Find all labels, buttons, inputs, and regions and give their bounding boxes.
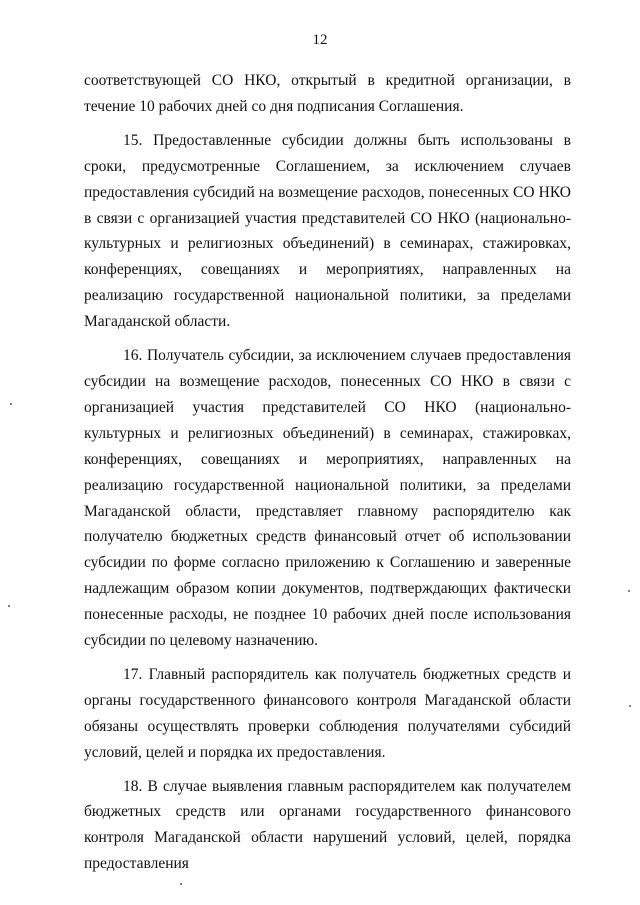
paragraph-17: 17. Главный распорядитель как получатель бюджетных средств и органы государственного финансового контроля Магаданской области обязаны осуществлять проверки соблюдения получателями субсидий условий, целей и порядка их предоставления. bbox=[84, 665, 571, 761]
paragraph-15: 15. Предоставленные субсидии должны быть использованы в сроки, предусмотренные Соглашением, за исключением случаев предоставления субсидий на возмещение расходов, понесенных СО НКО в связи с организацией участия представителей СО НКО (национально-культурных и религиозных объединений) в семинарах, стажировках, конференциях, совещаниях и мероприятиях, направленных на реализацию государственной национальной политики, за пределами Магаданской области. bbox=[84, 131, 571, 331]
paragraph-16: 16. Получатель субсидии, за исключением случаев предоставления субсидии на возмещение расходов, понесенных СО НКО в связи с организацией участия представителей СО НКО (национально-культурных и религиозных объединений) в семинарах, стажировках, конференциях, совещаниях и мероприятиях, направленных на реализацию государственной национальной политики, за пределами Магаданской области, представляет главному распорядителю как получателю бюджетных средств финансовый отчет об использовании субсидии по форме согласно приложению к Соглашению и заверенные надлежащим образом копии документов, подтверждающих фактически понесенные расходы, не позднее 10 рабочих дней после использования субсидии по целевому назначению. bbox=[84, 347, 571, 650]
page-number: 12 bbox=[312, 32, 328, 48]
scan-speck bbox=[180, 883, 182, 885]
document-body bbox=[84, 68, 571, 885]
scan-speck bbox=[628, 590, 630, 592]
scan-speck bbox=[10, 403, 12, 405]
paragraph-continuation: соответствующей СО НКО, открытый в кредитной организации, в течение 10 рабочих дней со дня подписания Соглашения. bbox=[84, 72, 571, 115]
paragraph-18: 18. В случае выявления главным распорядителем как получателем бюджетных средств или органами государственного финансового контроля Магаданской области нарушений условий, целей, порядка предоставления bbox=[84, 777, 571, 873]
scan-speck bbox=[8, 605, 10, 607]
scan-speck bbox=[629, 705, 631, 707]
